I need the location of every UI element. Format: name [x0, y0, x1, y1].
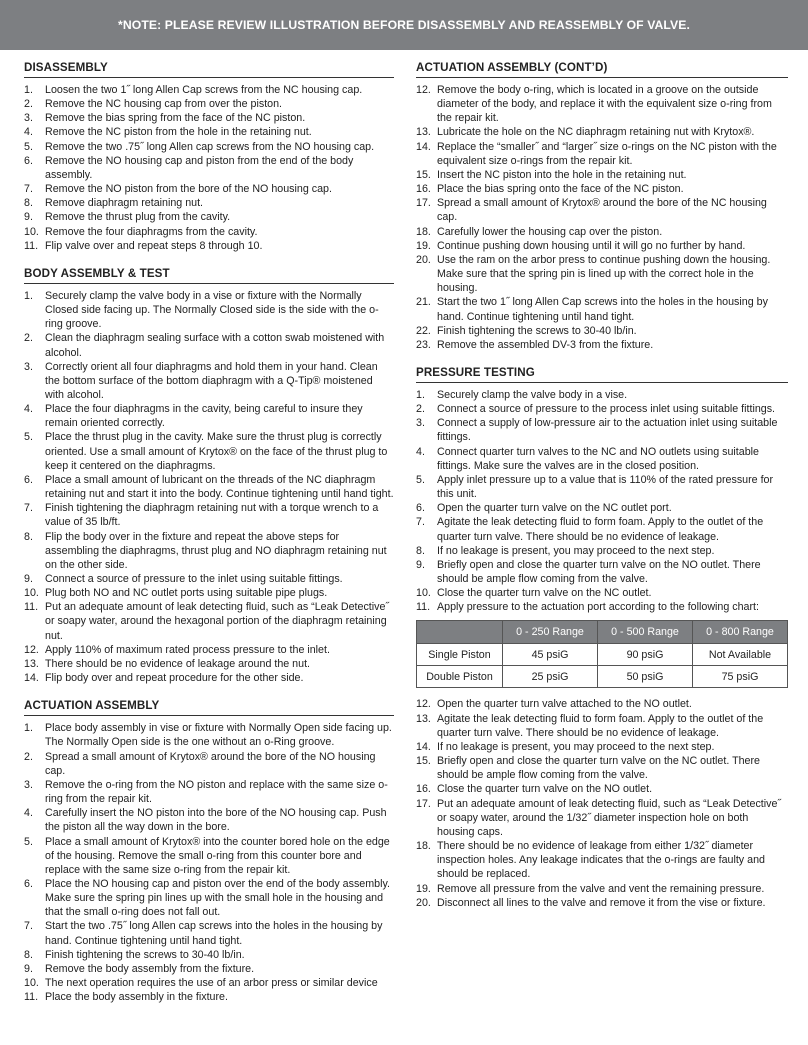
- step-number: 6.: [416, 502, 425, 515]
- step-text: Apply pressure to the actuation port according to the following chart:: [437, 601, 759, 614]
- step-text: Place a small amount of lubricant on the threads of the NC diaphragm retaining nut and start it into the body. Continue tightening until hand tight.: [45, 473, 394, 501]
- step-text: Use the ram on the arbor press to continue pushing down the housing. Make sure that the spring pin is lined up with the correct hole in the housing.: [437, 253, 771, 295]
- step-item: [416, 388, 788, 402]
- step-text: Remove the four diaphragms from the cavity.: [45, 225, 258, 238]
- step-number: 13.: [416, 126, 431, 139]
- step-text: Place the four diaphragms in the cavity, being careful to insure they remain oriented correctly.: [45, 403, 363, 430]
- pressure-chart-cell: Not Available: [693, 644, 788, 666]
- step-text: Agitate the leak detecting fluid to form foam. Apply to the outlet of the quarter turn valve. There should be no evidence of leakage.: [437, 516, 764, 543]
- step-number: 21.: [416, 296, 431, 309]
- actuation-cont-heading: ACTUATION ASSEMBLY (CONT’D): [416, 58, 788, 78]
- step-number: 3.: [416, 417, 425, 430]
- step-number: 17.: [416, 197, 431, 210]
- actuation-assembly-steps: [24, 721, 394, 1004]
- step-number: 14.: [24, 672, 39, 685]
- step-text: Remove all pressure from the valve and vent the remaining pressure.: [437, 882, 765, 895]
- step-text: Place the NO housing cap and piston over the end of the body assembly. Make sure the spring pin lines up with the small hole in the housing and that the small o-ring does not fall out.: [45, 877, 390, 919]
- step-number: 6.: [24, 473, 33, 486]
- step-number: 13.: [24, 657, 39, 670]
- step-item: [24, 331, 394, 359]
- pressure-chart-row: [417, 644, 788, 666]
- actuation-cont-steps: [416, 83, 788, 352]
- step-item: [416, 140, 788, 168]
- step-number: 19.: [416, 882, 431, 895]
- step-item: [416, 697, 788, 711]
- step-text: Finish tightening the diaphragm retaining nut with a torque wrench to a value of 35 lb/ft.: [45, 502, 379, 529]
- step-number: 20.: [416, 896, 431, 909]
- step-number: 8.: [24, 530, 33, 543]
- step-number: 11.: [24, 991, 39, 1004]
- step-number: 10.: [24, 587, 39, 600]
- step-item: [416, 740, 788, 754]
- step-item: [24, 239, 394, 253]
- step-text: Connect a source of pressure to the process inlet using suitable fittings.: [437, 403, 776, 416]
- step-text: Start the two 1˝ long Allen Cap screws into the holes in the housing by hand. Continue tightening until hand tight.: [437, 296, 768, 323]
- step-item: [24, 83, 394, 97]
- step-item: [24, 750, 394, 778]
- step-item: [24, 657, 394, 671]
- step-item: [24, 671, 394, 685]
- step-text: Carefully lower the housing cap over the piston.: [437, 225, 663, 238]
- step-number: 12.: [24, 643, 39, 656]
- step-number: 8.: [24, 948, 33, 961]
- pressure-chart-header: 0 - 250 Range: [503, 621, 598, 644]
- body-assembly-heading: BODY ASSEMBLY & TEST: [24, 264, 394, 284]
- step-text: Securely clamp the valve body in a vise.: [437, 388, 628, 401]
- step-number: 9.: [24, 962, 33, 975]
- pressure-chart-cell: 50 psiG: [598, 666, 693, 688]
- step-text: Continue pushing down housing until it will go no further by hand.: [437, 239, 746, 252]
- step-item: [416, 501, 788, 515]
- step-item: [24, 806, 394, 834]
- step-number: 19.: [416, 239, 431, 252]
- step-item: [24, 501, 394, 529]
- step-text: Remove the thrust plug from the cavity.: [45, 211, 231, 224]
- step-item: [24, 990, 394, 1004]
- pressure-chart-header-row: [417, 621, 788, 644]
- step-item: [24, 360, 394, 402]
- pressure-chart-cell: 45 psiG: [503, 644, 598, 666]
- step-text: Carefully insert the NO piston into the bore of the NO housing cap. Push the piston all the way down in the bore.: [45, 807, 387, 834]
- step-item: [416, 445, 788, 473]
- step-number: 10.: [24, 225, 39, 238]
- step-item: [416, 839, 788, 881]
- step-item: [24, 196, 394, 210]
- step-number: 10.: [24, 977, 39, 990]
- disassembly-steps: [24, 83, 394, 253]
- step-item: [416, 515, 788, 543]
- step-item: [24, 721, 394, 749]
- step-text: Flip the body over in the fixture and repeat the above steps for assembling the diaphragms, thrust plug and NO diaphragm retaining nut on the other side.: [45, 530, 387, 571]
- step-number: 3.: [24, 778, 33, 791]
- pressure-chart-cell: 90 psiG: [598, 644, 693, 666]
- step-number: 18.: [416, 840, 431, 853]
- step-item: [24, 530, 394, 572]
- step-item: [24, 572, 394, 586]
- step-number: 4.: [24, 126, 33, 139]
- step-number: 4.: [24, 403, 33, 416]
- step-item: [24, 210, 394, 224]
- step-number: 8.: [416, 544, 425, 557]
- step-text: Insert the NC piston into the hole in the retaining nut.: [437, 168, 687, 181]
- step-number: 5.: [24, 431, 33, 444]
- step-text: Finish tightening the screws to 30-40 lb/in.: [45, 948, 245, 961]
- step-item: [416, 83, 788, 125]
- step-text: Connect quarter turn valves to the NC and NO outlets using suitable fittings. Make sure the valves are in the closed position.: [437, 445, 759, 472]
- step-number: 11.: [24, 239, 39, 252]
- step-text: Remove the body assembly from the fixture.: [45, 962, 255, 975]
- step-text: Place a small amount of Krytox® into the counter bored hole on the edge of the housing. Remove the small o-ring from this counter bore and replace with the same size o-ring from the repair kit.: [45, 835, 390, 876]
- step-text: Put an adequate amount of leak detecting fluid, such as “Leak Detective˝ or soapy water, around the 1/32˝ diameter inspection hole on both housing caps.: [437, 797, 781, 838]
- pressure-chart-header: 0 - 500 Range: [598, 621, 693, 644]
- step-item: [416, 196, 788, 224]
- step-number: 17.: [416, 797, 431, 810]
- step-number: 8.: [24, 197, 33, 210]
- step-text: Remove the two .75˝ long Allen cap screws from the NO housing cap.: [45, 140, 375, 153]
- step-text: Correctly orient all four diaphragms and hold them in your hand. Clean the bottom surface of the bottom diaphragm with a Q-Tip® moistened with alcohol.: [45, 360, 378, 401]
- step-item: [24, 430, 394, 472]
- step-text: Remove the o-ring from the NO piston and replace with the same size o-ring from the repair kit.: [45, 778, 388, 806]
- step-number: 1.: [24, 84, 33, 96]
- step-item: [416, 797, 788, 839]
- step-number: 18.: [416, 225, 431, 238]
- step-item: [24, 962, 394, 976]
- step-text: Connect a supply of low-pressure air to the actuation inlet using suitable fittings.: [437, 417, 778, 444]
- step-text: Remove diaphragm retaining nut.: [45, 197, 204, 210]
- step-text: Open the quarter turn valve on the NC outlet port.: [437, 502, 672, 515]
- step-item: [24, 948, 394, 962]
- step-text: Connect a source of pressure to the inlet using suitable fittings.: [45, 573, 343, 585]
- step-item: [416, 896, 788, 910]
- step-text: Disconnect all lines to the valve and remove it from the vise or fixture.: [437, 896, 766, 909]
- step-text: Put an adequate amount of leak detecting fluid, such as “Leak Detective˝ or soapy water, around the hexagonal portion of the diaphragm retaining nut.: [45, 601, 389, 642]
- step-item: [416, 558, 788, 586]
- step-text: Agitate the leak detecting fluid to form foam. Apply to the outlet of the quarter turn valve. There should be no evidence of leakage.: [437, 712, 764, 739]
- step-text: Remove the bias spring from the face of the NC piston.: [45, 112, 306, 125]
- step-item: [24, 154, 394, 182]
- pressure-chart-cell: 75 psiG: [693, 666, 788, 688]
- step-number: 16.: [416, 783, 431, 796]
- step-item: [416, 338, 788, 352]
- step-number: 15.: [416, 168, 431, 181]
- step-number: 11.: [416, 601, 431, 614]
- step-number: 14.: [416, 140, 431, 153]
- step-number: 4.: [24, 807, 33, 820]
- step-item: [416, 416, 788, 444]
- step-item: [416, 586, 788, 600]
- step-item: [24, 182, 394, 196]
- step-number: 7.: [24, 502, 33, 515]
- actuation-assembly-heading: ACTUATION ASSEMBLY: [24, 696, 394, 716]
- step-item: [24, 125, 394, 139]
- step-text: Start the two .75˝ long Allen cap screws into the holes in the housing by hand. Continue tightening until hand tight.: [45, 920, 383, 947]
- step-item: [416, 324, 788, 338]
- step-text: Close the quarter turn valve on the NO outlet.: [437, 783, 653, 796]
- step-number: 14.: [416, 740, 431, 753]
- step-text: Open the quarter turn valve attached to the NO outlet.: [437, 698, 692, 711]
- step-item: [24, 473, 394, 501]
- step-item: [24, 643, 394, 657]
- pressure-chart-row-label: Single Piston: [417, 644, 503, 666]
- right-column: [416, 58, 788, 910]
- step-text: Loosen the two 1˝ long Allen Cap screws from the NC housing cap.: [45, 84, 363, 96]
- step-number: 2.: [24, 98, 33, 111]
- step-text: Securely clamp the valve body in a vise or fixture with the Normally Closed side facing up. The Normally Closed side is the side with the o-ring groove.: [45, 289, 379, 331]
- step-text: Remove the assembled DV-3 from the fixture.: [437, 338, 654, 351]
- step-item: [416, 712, 788, 740]
- step-text: Apply inlet pressure up to a value that is 110% of the rated pressure for this unit.: [437, 473, 774, 501]
- pressure-chart-row-label: Double Piston: [417, 666, 503, 688]
- step-number: 3.: [24, 112, 33, 125]
- step-text: Lubricate the hole on the NC diaphragm retaining nut with Krytox®.: [437, 126, 755, 139]
- step-text: There should be no evidence of leakage from either 1/32˝ diameter inspection holes. Any leakage indicates that the o-rings are faulty and should be replaced.: [437, 840, 765, 881]
- step-item: [416, 253, 788, 295]
- step-text: Remove the body o-ring, which is located in a groove on the outside diameter of the body, and replace it with the equivalent size o-ring from the repair kit.: [437, 84, 772, 125]
- step-text: There should be no evidence of leakage around the nut.: [45, 657, 311, 670]
- step-item: [416, 225, 788, 239]
- step-item: [24, 97, 394, 111]
- step-text: Remove the NC piston from the hole in the retaining nut.: [45, 126, 312, 139]
- step-item: [416, 754, 788, 782]
- step-number: 5.: [416, 473, 425, 486]
- step-number: 23.: [416, 338, 431, 351]
- step-number: 1.: [24, 289, 33, 302]
- pressure-testing-steps: [416, 388, 788, 615]
- step-item: [24, 778, 394, 806]
- step-item: [24, 835, 394, 877]
- pressure-chart-corner: [417, 621, 503, 644]
- step-number: 1.: [24, 722, 33, 735]
- step-text: If no leakage is present, you may proceed to the next step.: [437, 544, 715, 557]
- step-item: [416, 402, 788, 416]
- pressure-chart-header: 0 - 800 Range: [693, 621, 788, 644]
- step-text: Spread a small amount of Krytox® around the bore of the NO housing cap.: [45, 750, 376, 777]
- step-number: 5.: [24, 140, 33, 153]
- step-number: 9.: [24, 211, 33, 224]
- step-text: Plug both NO and NC outlet ports using suitable pipe plugs.: [45, 587, 328, 600]
- step-text: Briefly open and close the quarter turn valve on the NO outlet. There should be ample flow coming from the valve.: [437, 558, 761, 585]
- body-assembly-steps: [24, 289, 394, 685]
- step-number: 7.: [416, 516, 425, 529]
- step-text: Remove the NO piston from the bore of the NO housing cap.: [45, 183, 332, 196]
- step-text: Close the quarter turn valve on the NC outlet.: [437, 587, 652, 600]
- step-number: 15.: [416, 755, 431, 768]
- step-number: 9.: [416, 558, 425, 571]
- disassembly-heading: DISASSEMBLY: [24, 58, 394, 78]
- step-number: 10.: [416, 587, 431, 600]
- step-text: The next operation requires the use of an arbor press or similar device: [45, 977, 378, 990]
- step-number: 5.: [24, 835, 33, 848]
- step-number: 4.: [416, 445, 425, 458]
- step-item: [416, 882, 788, 896]
- step-item: [24, 402, 394, 430]
- step-item: [24, 111, 394, 125]
- step-number: 7.: [24, 183, 33, 196]
- left-column: [24, 58, 394, 1004]
- step-number: 12.: [416, 698, 431, 711]
- step-number: 11.: [24, 601, 39, 614]
- step-item: [24, 877, 394, 919]
- step-item: [24, 919, 394, 947]
- pressure-chart: [416, 620, 788, 688]
- step-text: If no leakage is present, you may proceed to the next step.: [437, 740, 715, 753]
- step-text: Replace the “smaller˝ and “larger˝ size o-rings on the NC piston with the equivalent size o-rings from the repair kit.: [437, 140, 777, 167]
- step-text: Remove the NC housing cap from over the piston.: [45, 98, 283, 111]
- step-item: [416, 544, 788, 558]
- step-item: [416, 295, 788, 323]
- step-number: 6.: [24, 154, 33, 167]
- pressure-chart-row: [417, 666, 788, 688]
- step-text: Place the bias spring onto the face of the NC piston.: [437, 183, 684, 196]
- step-number: 9.: [24, 573, 33, 585]
- step-item: [24, 600, 394, 642]
- step-text: Place the body assembly in the fixture.: [45, 991, 228, 1004]
- step-text: Flip body over and repeat procedure for the other side.: [45, 672, 304, 685]
- step-text: Apply 110% of maximum rated process pressure to the inlet.: [45, 643, 330, 656]
- step-number: 2.: [416, 403, 425, 416]
- step-text: Briefly open and close the quarter turn valve on the NC outlet. There should be ample flow coming from the valve.: [437, 755, 760, 782]
- step-text: Clean the diaphragm sealing surface with a cotton swab moistened with alcohol.: [45, 332, 385, 359]
- step-text: Place body assembly in vise or fixture with Normally Open side facing up. The Normally Open side is the one without an o-Ring groove.: [45, 722, 392, 749]
- step-number: 2.: [24, 750, 33, 763]
- step-number: 1.: [416, 388, 425, 401]
- step-item: [416, 125, 788, 139]
- step-item: [24, 976, 394, 990]
- step-number: 20.: [416, 253, 431, 266]
- step-item: [416, 239, 788, 253]
- step-item: [416, 168, 788, 182]
- note-banner: *NOTE: PLEASE REVIEW ILLUSTRATION BEFORE DISASSEMBLY AND REASSEMBLY OF VALVE.: [0, 0, 808, 50]
- step-item: [416, 473, 788, 501]
- step-text: Finish tightening the screws to 30-40 lb/in.: [437, 324, 637, 337]
- step-item: [24, 140, 394, 154]
- step-text: Spread a small amount of Krytox® around the bore of the NC housing cap.: [437, 197, 767, 224]
- step-number: 22.: [416, 324, 431, 337]
- step-item: [24, 586, 394, 600]
- pressure-chart-cell: 25 psiG: [503, 666, 598, 688]
- step-number: 7.: [24, 920, 33, 933]
- step-item: [416, 600, 788, 614]
- pressure-testing-heading: PRESSURE TESTING: [416, 363, 788, 383]
- step-number: 2.: [24, 332, 33, 345]
- step-number: 3.: [24, 360, 33, 373]
- step-number: 13.: [416, 712, 431, 725]
- step-text: Remove the NO housing cap and piston from the end of the body assembly.: [45, 154, 354, 181]
- step-number: 6.: [24, 877, 33, 890]
- step-item: [24, 289, 394, 331]
- step-number: 16.: [416, 183, 431, 196]
- pressure-testing-steps-continued: [416, 697, 788, 909]
- step-item: [416, 782, 788, 796]
- step-item: [416, 182, 788, 196]
- step-text: Flip valve over and repeat steps 8 through 10.: [45, 239, 263, 252]
- step-number: 12.: [416, 84, 431, 96]
- step-text: Place the thrust plug in the cavity. Make sure the thrust plug is correctly oriented. Use a small amount of Krytox® on the face of the thrust plug to keep it centered on the diaphragms.: [45, 431, 388, 472]
- step-item: [24, 225, 394, 239]
